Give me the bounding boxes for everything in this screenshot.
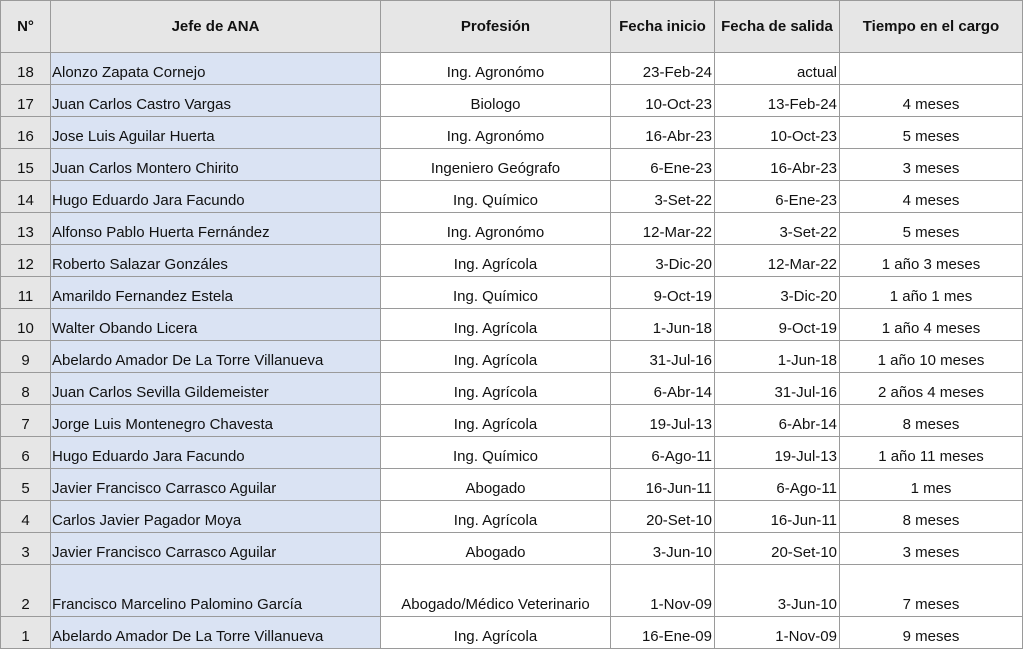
cell-jefe: Abelardo Amador De La Torre Villanueva — [51, 617, 381, 649]
cell-jefe: Juan Carlos Sevilla Gildemeister — [51, 373, 381, 405]
cell-profesion: Ing. Agrícola — [381, 405, 611, 437]
cell-profesion: Abogado/Médico Veterinario — [381, 565, 611, 617]
cell-numero: 10 — [1, 309, 51, 341]
cell-tiempo: 3 meses — [840, 533, 1023, 565]
cell-profesion: Ing. Agronómo — [381, 213, 611, 245]
table-row — [1, 617, 1023, 649]
cell-numero: 15 — [1, 149, 51, 181]
cell-profesion: Ing. Agrícola — [381, 245, 611, 277]
cell-fecha-inicio: 16-Abr-23 — [611, 117, 715, 149]
cell-numero: 16 — [1, 117, 51, 149]
cell-tiempo: 3 meses — [840, 149, 1023, 181]
table-row — [1, 341, 1023, 373]
cell-profesion: Ing. Químico — [381, 277, 611, 309]
header-profesion: Profesión — [381, 1, 611, 53]
cell-fecha-salida: 9-Oct-19 — [715, 309, 840, 341]
cell-fecha-inicio: 19-Jul-13 — [611, 405, 715, 437]
table-row — [1, 213, 1023, 245]
cell-jefe: Jorge Luis Montenegro Chavesta — [51, 405, 381, 437]
cell-fecha-inicio: 6-Ene-23 — [611, 149, 715, 181]
cell-jefe: Hugo Eduardo Jara Facundo — [51, 181, 381, 213]
cell-fecha-inicio: 12-Mar-22 — [611, 213, 715, 245]
cell-jefe: Francisco Marcelino Palomino García — [51, 565, 381, 617]
cell-jefe: Juan Carlos Castro Vargas — [51, 85, 381, 117]
cell-fecha-salida: 10-Oct-23 — [715, 117, 840, 149]
cell-tiempo: 8 meses — [840, 501, 1023, 533]
cell-fecha-salida: 19-Jul-13 — [715, 437, 840, 469]
cell-fecha-salida: 20-Set-10 — [715, 533, 840, 565]
table-row — [1, 565, 1023, 617]
cell-jefe: Abelardo Amador De La Torre Villanueva — [51, 341, 381, 373]
table-row — [1, 373, 1023, 405]
cell-jefe: Carlos Javier Pagador Moya — [51, 501, 381, 533]
cell-fecha-salida: 16-Abr-23 — [715, 149, 840, 181]
cell-numero: 1 — [1, 617, 51, 649]
table-row — [1, 309, 1023, 341]
cell-numero: 14 — [1, 181, 51, 213]
cell-profesion: Ing. Agronómo — [381, 117, 611, 149]
table-row — [1, 245, 1023, 277]
table-row — [1, 437, 1023, 469]
cell-fecha-salida: 6-Ago-11 — [715, 469, 840, 501]
cell-fecha-inicio: 6-Abr-14 — [611, 373, 715, 405]
cell-numero: 6 — [1, 437, 51, 469]
cell-jefe: Hugo Eduardo Jara Facundo — [51, 437, 381, 469]
cell-profesion: Ing. Agrícola — [381, 309, 611, 341]
cell-jefe: Javier Francisco Carrasco Aguilar — [51, 469, 381, 501]
cell-fecha-salida: 12-Mar-22 — [715, 245, 840, 277]
cell-tiempo: 1 año 11 meses — [840, 437, 1023, 469]
cell-fecha-salida: 13-Feb-24 — [715, 85, 840, 117]
cell-fecha-inicio: 16-Jun-11 — [611, 469, 715, 501]
cell-fecha-inicio: 3-Jun-10 — [611, 533, 715, 565]
cell-fecha-inicio: 6-Ago-11 — [611, 437, 715, 469]
cell-fecha-inicio: 3-Dic-20 — [611, 245, 715, 277]
cell-fecha-inicio: 10-Oct-23 — [611, 85, 715, 117]
cell-fecha-salida: 3-Dic-20 — [715, 277, 840, 309]
cell-numero: 5 — [1, 469, 51, 501]
cell-tiempo — [840, 53, 1023, 85]
header-tiempo: Tiempo en el cargo — [840, 1, 1023, 53]
table-row — [1, 117, 1023, 149]
cell-tiempo: 5 meses — [840, 213, 1023, 245]
cell-profesion: Abogado — [381, 469, 611, 501]
header-jefe: Jefe de ANA — [51, 1, 381, 53]
cell-fecha-inicio: 9-Oct-19 — [611, 277, 715, 309]
table-row — [1, 501, 1023, 533]
cell-tiempo: 4 meses — [840, 85, 1023, 117]
cell-numero: 8 — [1, 373, 51, 405]
cell-numero: 11 — [1, 277, 51, 309]
cell-fecha-salida: 1-Jun-18 — [715, 341, 840, 373]
table-row — [1, 85, 1023, 117]
cell-tiempo: 8 meses — [840, 405, 1023, 437]
cell-fecha-inicio: 23-Feb-24 — [611, 53, 715, 85]
cell-profesion: Ing. Químico — [381, 437, 611, 469]
cell-jefe: Roberto Salazar Gonzáles — [51, 245, 381, 277]
cell-fecha-salida: 31-Jul-16 — [715, 373, 840, 405]
cell-profesion: Biologo — [381, 85, 611, 117]
cell-numero: 13 — [1, 213, 51, 245]
table-row — [1, 53, 1023, 85]
cell-tiempo: 1 año 4 meses — [840, 309, 1023, 341]
cell-jefe: Jose Luis Aguilar Huerta — [51, 117, 381, 149]
cell-tiempo: 5 meses — [840, 117, 1023, 149]
cell-jefe: Alonzo Zapata Cornejo — [51, 53, 381, 85]
cell-tiempo: 1 año 10 meses — [840, 341, 1023, 373]
cell-profesion: Ingeniero Geógrafo — [381, 149, 611, 181]
cell-tiempo: 7 meses — [840, 565, 1023, 617]
cell-tiempo: 9 meses — [840, 617, 1023, 649]
cell-numero: 12 — [1, 245, 51, 277]
table-row — [1, 533, 1023, 565]
cell-tiempo: 1 año 1 mes — [840, 277, 1023, 309]
cell-jefe: Alfonso Pablo Huerta Fernández — [51, 213, 381, 245]
cell-fecha-salida: 3-Set-22 — [715, 213, 840, 245]
cell-tiempo: 2 años 4 meses — [840, 373, 1023, 405]
cell-numero: 7 — [1, 405, 51, 437]
cell-profesion: Abogado — [381, 533, 611, 565]
cell-numero: 9 — [1, 341, 51, 373]
cell-fecha-inicio: 20-Set-10 — [611, 501, 715, 533]
cell-fecha-salida: 3-Jun-10 — [715, 565, 840, 617]
cell-fecha-inicio: 1-Nov-09 — [611, 565, 715, 617]
table-body — [1, 53, 1023, 649]
table-row — [1, 469, 1023, 501]
table-row — [1, 149, 1023, 181]
cell-numero: 18 — [1, 53, 51, 85]
cell-numero: 4 — [1, 501, 51, 533]
cell-jefe: Juan Carlos Montero Chirito — [51, 149, 381, 181]
cell-profesion: Ing. Agrícola — [381, 617, 611, 649]
cell-profesion: Ing. Agrícola — [381, 341, 611, 373]
cell-numero: 17 — [1, 85, 51, 117]
cell-numero: 3 — [1, 533, 51, 565]
cell-fecha-inicio: 31-Jul-16 — [611, 341, 715, 373]
cell-tiempo: 1 mes — [840, 469, 1023, 501]
cell-fecha-salida: actual — [715, 53, 840, 85]
cell-fecha-inicio: 16-Ene-09 — [611, 617, 715, 649]
cell-jefe: Amarildo Fernandez Estela — [51, 277, 381, 309]
cell-fecha-salida: 6-Ene-23 — [715, 181, 840, 213]
cell-profesion: Ing. Agronómo — [381, 53, 611, 85]
header-fecha-salida: Fecha de salida — [715, 1, 840, 53]
cell-fecha-salida: 1-Nov-09 — [715, 617, 840, 649]
cell-fecha-inicio: 3-Set-22 — [611, 181, 715, 213]
cell-tiempo: 4 meses — [840, 181, 1023, 213]
cell-tiempo: 1 año 3 meses — [840, 245, 1023, 277]
header-fecha-inicio: Fecha inicio — [611, 1, 715, 53]
header-row — [1, 1, 1023, 53]
table-row — [1, 405, 1023, 437]
cell-profesion: Ing. Agrícola — [381, 501, 611, 533]
cell-fecha-salida: 16-Jun-11 — [715, 501, 840, 533]
table-row — [1, 181, 1023, 213]
cell-jefe: Walter Obando Licera — [51, 309, 381, 341]
header-numero: N° — [1, 1, 51, 53]
table-row — [1, 277, 1023, 309]
cell-fecha-salida: 6-Abr-14 — [715, 405, 840, 437]
cell-profesion: Ing. Agrícola — [381, 373, 611, 405]
cell-jefe: Javier Francisco Carrasco Aguilar — [51, 533, 381, 565]
cell-fecha-inicio: 1-Jun-18 — [611, 309, 715, 341]
cell-profesion: Ing. Químico — [381, 181, 611, 213]
cell-numero: 2 — [1, 565, 51, 617]
